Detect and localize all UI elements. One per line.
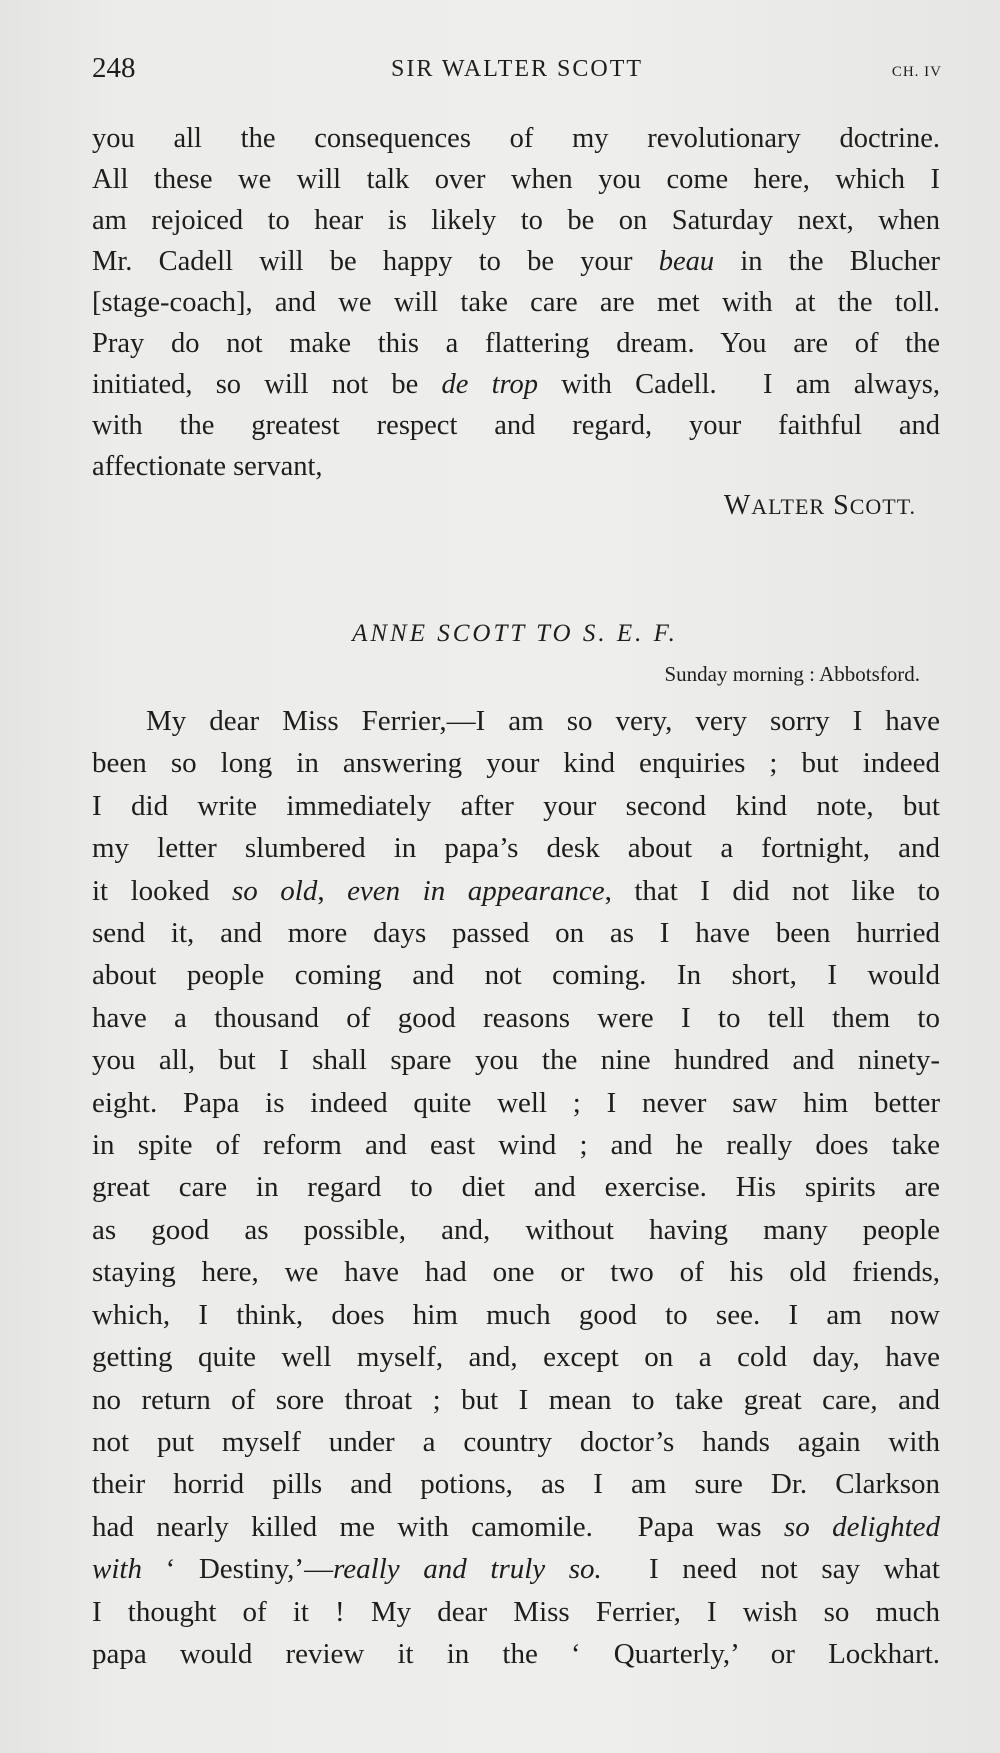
signature-initial: S [833, 490, 850, 521]
text-line: as good as possible, and, without having many people [92, 1213, 940, 1246]
text-line: in spite of reform and east wind ; and he really does take [92, 1129, 940, 1162]
page-number: 248 [92, 52, 136, 84]
text-line: you all the consequences of my revolutionary doctrine. [92, 123, 940, 154]
text-line: great care in regard to diet and exercise. His spirits are [92, 1171, 940, 1204]
italic-de-trop: de trop [441, 369, 539, 400]
text-line: am rejoiced to hear is likely to be on Saturday next, when [92, 205, 940, 236]
text-line: [stage-coach], and we will take care are met with at the toll. [92, 287, 940, 318]
chapter-label: CH. IV [891, 64, 942, 80]
text-line: have a thousand of good reasons were I to tell them to [92, 1001, 940, 1034]
text-line: send it, and more days passed on as I have been hurried [92, 917, 940, 950]
italic-beau: beau [658, 246, 715, 277]
signature-part: ALTER [751, 494, 826, 519]
running-title: SIR WALTER SCOTT [390, 56, 644, 82]
text-line: with the greatest respect and regard, your faithful and [92, 410, 940, 441]
letter-closing-paragraph [92, 118, 940, 487]
text-line: papa would review it in the ‘ Quarterly,’ or Lockhart. [92, 1637, 940, 1670]
text-line-de-trop: initiated, so will not be de trop with Cadell. I am always, [92, 369, 941, 400]
text-line: My dear Miss Ferrier,—I am so very, very sorry I have [146, 705, 940, 737]
signature-part: COTT. [849, 494, 916, 519]
text-line: Pray do not make this a flattering dream. You are of the [92, 328, 940, 359]
text-line: my letter slumbered in papa’s desk about a fortnight, and [92, 832, 940, 865]
text-line: not put myself under a country doctor’s hands again with [92, 1425, 940, 1458]
text-line: getting quite well myself, and, except on a cold day, have [92, 1341, 940, 1374]
text-line: affectionate servant, [92, 451, 323, 482]
text-line: no return of sore throat ; but I mean to take great care, and [92, 1383, 940, 1416]
signature-initial: W [723, 490, 752, 521]
text-line: you all, but I shall spare you the nine hundred and ninety- [92, 1044, 940, 1077]
text-line-italic: had nearly killed me with camomile. Papa was so delighted [92, 1510, 940, 1543]
text-line: been so long in answering your kind enquiries ; but indeed [92, 747, 940, 780]
text-line-italic: with ‘ Destiny,’—really and truly so. I need not say what [92, 1553, 940, 1586]
letter-dateline: Sunday morning : Abbotsford. [664, 662, 920, 686]
text-line: staying here, we have had one or two of his old friends, [92, 1256, 940, 1289]
letter-heading: ANNE SCOTT TO S. E. F. [352, 620, 678, 647]
text-line-italic: it looked so old, even in appearance, that I did not like to [92, 874, 941, 907]
text-line: I did write immediately after your second kind note, but [92, 789, 940, 822]
text-line: eight. Papa is indeed quite well ; I never saw him better [92, 1086, 940, 1119]
letter-body [92, 700, 940, 1675]
text-line: their horrid pills and potions, as I am sure Dr. Clarkson [92, 1468, 940, 1501]
text-line: I thought of it ! My dear Miss Ferrier, I wish so much [92, 1595, 940, 1628]
signature [724, 490, 916, 522]
text-line: which, I think, does him much good to see. I am now [92, 1298, 940, 1331]
text-line: about people coming and not coming. In short, I would [92, 959, 940, 992]
text-line: All these we will talk over when you come here, which I [92, 164, 940, 195]
page-header [92, 52, 942, 92]
text-line-beau: Mr. Cadell will be happy to be your beau in the Blucher [92, 246, 940, 277]
